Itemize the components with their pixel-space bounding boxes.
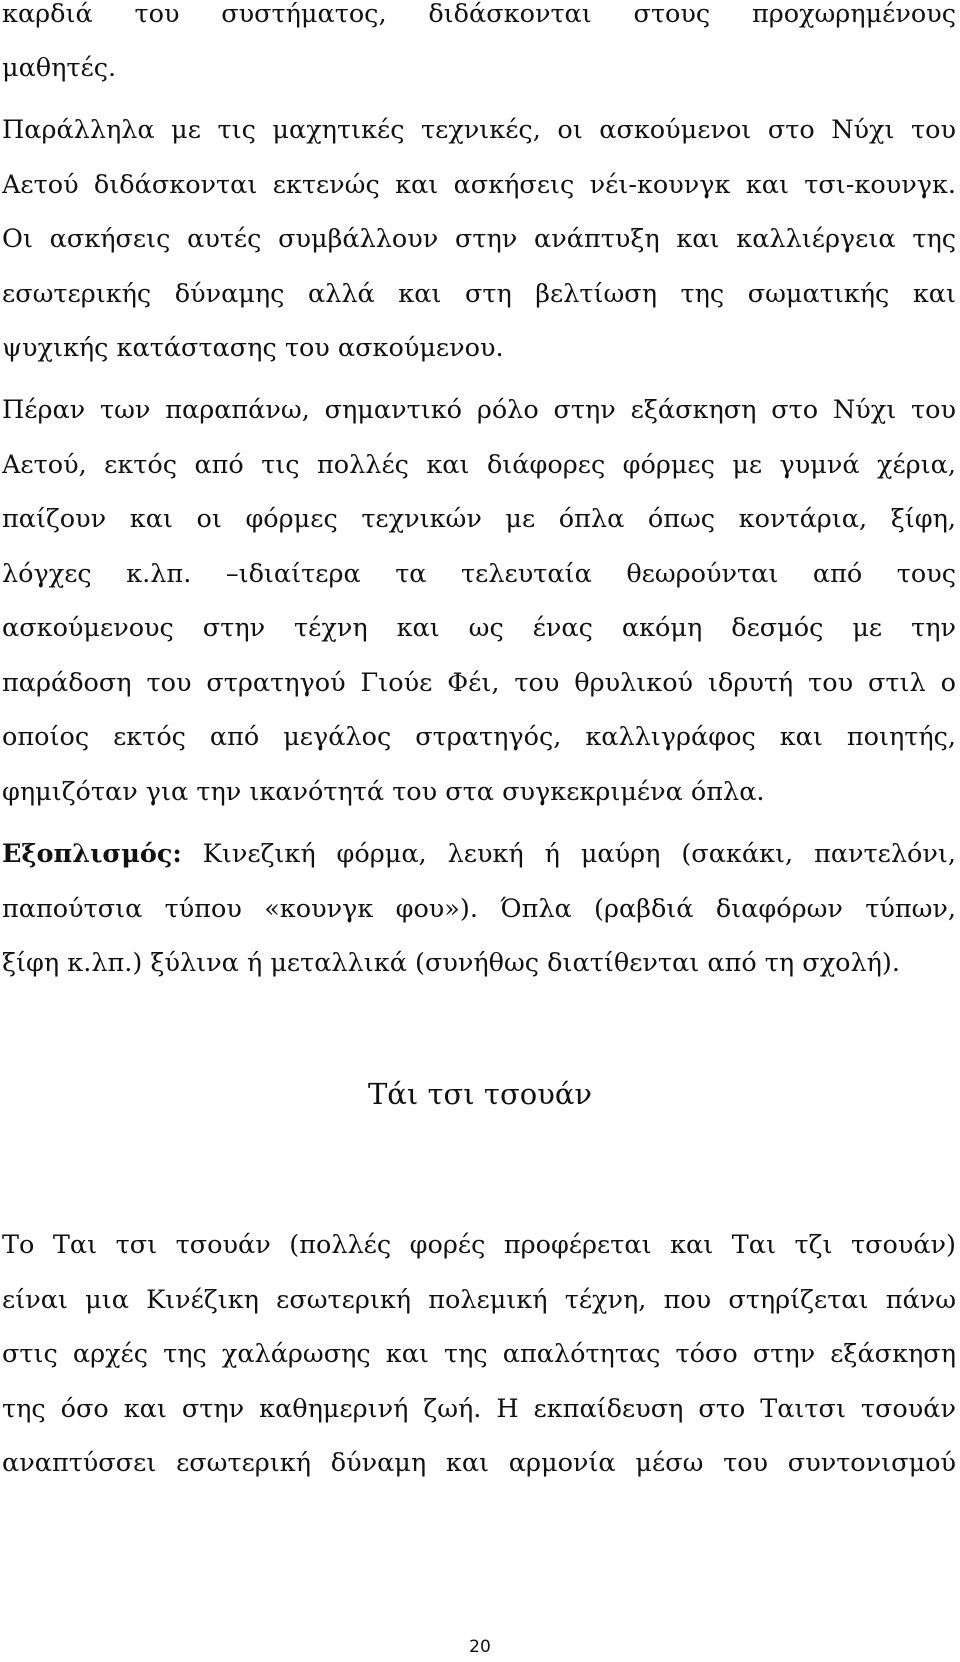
section-line: της όσο και στην καθημερινή ζωή. Η εκπαίδευση στο Ταιτσι τσουάν	[2, 1394, 956, 1424]
equipment-label: Εξοπλισμός:	[2, 839, 182, 869]
paragraph-line: ψυχικής κατάστασης του ασκούμενου.	[2, 333, 504, 363]
paragraph-line: εσωτερικής δύναμης αλλά και στη βελτίωση της σωματικής και	[2, 279, 956, 309]
equipment-text: Κινεζική φόρμα, λευκή ή μαύρη (σακάκι, παντελόνι,	[181, 839, 956, 869]
paragraph-line: καρδιά του συστήματος, διδάσκονται στους προχωρημένους	[2, 0, 956, 29]
section-line: αναπτύσσει εσωτερική δύναμη και αρμονία μέσω του συντονισμού	[2, 1448, 956, 1478]
paragraph-line: Πέραν των παραπάνω, σημαντικό ρόλο στην εξάσκηση στο Νύχι του	[2, 395, 956, 425]
paragraph-line: Οι ασκήσεις αυτές συμβάλλουν στην ανάπτυξη και καλλιέργεια της	[2, 224, 956, 254]
paragraph-line: Αετού, εκτός από τις πολλές και διάφορες φόρμες με γυμνά χέρια,	[2, 450, 956, 480]
section-line: Το Ται τσι τσουάν (πολλές φορές προφέρεται και Ται τζι τσουάν)	[2, 1230, 956, 1260]
page-number: 20	[469, 1637, 491, 1657]
paragraph-line: λόγχες κ.λπ. –ιδιαίτερα τα τελευταία θεωρούνται από τους	[2, 559, 956, 589]
paragraph-line: ασκούμενους στην τέχνη και ως ένας ακόμη δεσμός με την	[2, 613, 956, 643]
equipment-line: παπούτσια τύπου «κουνγκ φου»). Όπλα (ραβδιά διαφόρων τύπων,	[2, 894, 956, 924]
paragraph-line: παίζουν και οι φόρμες τεχνικών με όπλα όπως κοντάρια, ξίφη,	[2, 504, 956, 534]
equipment-line	[2, 834, 956, 874]
paragraph-line: οποίος εκτός από μεγάλος στρατηγός, καλλιγράφος και ποιητής,	[2, 722, 956, 752]
paragraph-line: Αετού διδάσκονται εκτενώς και ασκήσεις νέι-κουνγκ και τσι-κουνγκ.	[2, 170, 956, 200]
section-heading: Τάι τσι τσουάν	[367, 1077, 593, 1111]
section-line: στις αρχές της χαλάρωσης και της απαλότητας τόσο στην εξάσκηση	[2, 1339, 956, 1369]
equipment-line: ξίφη κ.λπ.) ξύλινα ή μεταλλικά (συνήθως διατίθενται από τη σχολή).	[2, 948, 900, 978]
paragraph-line: παράδοση του στρατηγού Γιούε Φέι, του θρυλικού ιδρυτή του στιλ ο	[2, 668, 956, 698]
paragraph-line: Παράλληλα με τις μαχητικές τεχνικές, οι ασκούμενοι στο Νύχι του	[2, 115, 956, 145]
paragraph-line: μαθητές.	[2, 53, 117, 83]
section-line: είναι μια Κινέζικη εσωτερική πολεμική τέχνη, που στηρίζεται πάνω	[2, 1285, 956, 1315]
paragraph-line: φημιζόταν για την ικανότητά του στα συγκεκριμένα όπλα.	[2, 777, 765, 807]
